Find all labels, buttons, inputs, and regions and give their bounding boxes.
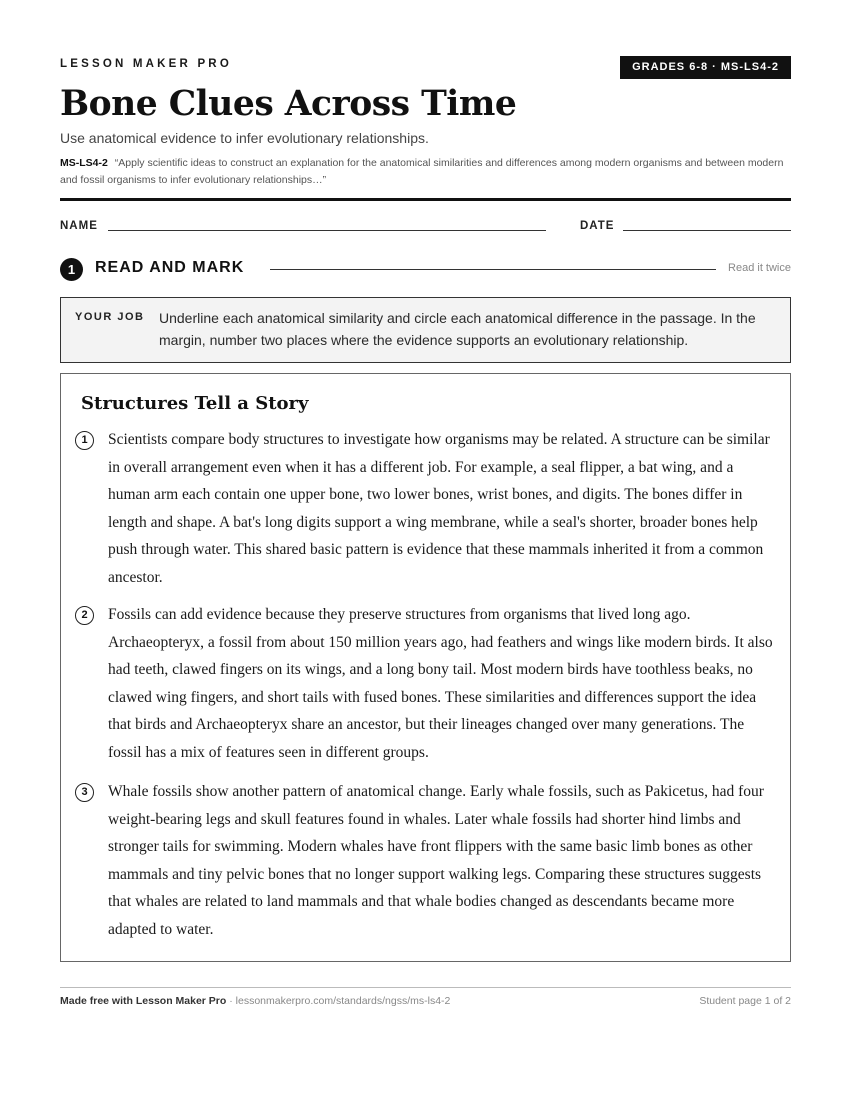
- instructions-box: [60, 297, 791, 363]
- section-note: Read it twice: [728, 262, 791, 274]
- date-label: DATE: [580, 220, 615, 232]
- paragraph-text: Scientists compare body structures to investigate how organisms may be related. A structure can be similar in overall arrangement even when it has a different job. For example, a seal flipper, a bat wing, and a human arm each contain one upper bone, two lower bones, wrist bones, and digits. The bones differ in length and shape. A bat's long digits support a wing membrane, while a seal's shorter, broader bones help push through water. This shared basic pattern is evidence that these mammals inherited it from a common ancestor.: [108, 431, 770, 586]
- grade-badge: GRADES 6-8 · MS-LS4-2: [620, 56, 791, 79]
- section-divider: [270, 269, 716, 270]
- footer-divider: [60, 987, 791, 988]
- paragraph-number: 2: [75, 606, 94, 625]
- footer-url[interactable]: · lessonmakerpro.com/standards/ngss/ms-ls4-2: [226, 995, 451, 1007]
- standard-code: MS-LS4-2: [60, 157, 108, 169]
- brand-name: LESSON MAKER PRO: [60, 58, 232, 70]
- page-indicator: Student page 1 of 2: [699, 995, 791, 1007]
- section-number-badge: 1: [60, 258, 83, 281]
- paragraph-text: Whale fossils show another pattern of anatomical change. Early whale fossils, such as Pakicetus, had four weight-bearing legs and skull features found in whales. Later whale fossils had shorter hind limbs and stronger tails for swimming. Modern whales have front flippers with the same basic limb bones as other mammals and tiny pelvic bones that no longer support walking legs. Comparing these structures suggests that whales are related to land mammals and that whale bodies changed as descendants became more adapted to water.: [108, 783, 764, 938]
- header-divider: [60, 198, 791, 201]
- paragraph-number: 1: [75, 431, 94, 450]
- page-subtitle: Use anatomical evidence to infer evolutionary relationships.: [60, 130, 429, 146]
- passage-title: Structures Tell a Story: [81, 393, 309, 414]
- footer-credit: [60, 995, 450, 1007]
- instructions-label: YOUR JOB: [75, 311, 145, 323]
- paragraph-number: 3: [75, 783, 94, 802]
- footer-made-with: Made free with Lesson Maker Pro: [60, 995, 227, 1007]
- date-field[interactable]: [623, 230, 791, 231]
- name-field[interactable]: [108, 230, 546, 231]
- page-title: Bone Clues Across Time: [60, 84, 517, 124]
- name-label: NAME: [60, 220, 98, 232]
- section-title: READ AND MARK: [95, 259, 245, 276]
- standard-statement: [60, 155, 791, 189]
- instructions-text: Underline each anatomical similarity and circle each anatomical difference in the passage. In the margin, number two places where the evidence supports an evolutionary relationship.: [159, 310, 756, 348]
- paragraph-text: Fossils can add evidence because they preserve structures from organisms that lived long ago. Archaeopteryx, a fossil from about 150 million years ago, had feathers and wings like modern birds. It also had teeth, clawed fingers on its wings, and a long bony tail. Most modern birds have toothless beaks, no clawed wing fingers, and short tails with fused bones. These similarities and differences support the idea that birds and Archaeopteryx share an ancestor, but their lineages changed over many generations. The fossil has a mix of features seen in different groups.: [108, 606, 773, 761]
- worksheet-page: [60, 0, 791, 1100]
- reading-passage: [60, 373, 791, 962]
- standard-quote: “Apply scientific ideas to construct an explanation for the anatomical similarities and differences among modern organisms and between modern and fossil organisms to infer evolutionary relationships…”: [60, 157, 784, 186]
